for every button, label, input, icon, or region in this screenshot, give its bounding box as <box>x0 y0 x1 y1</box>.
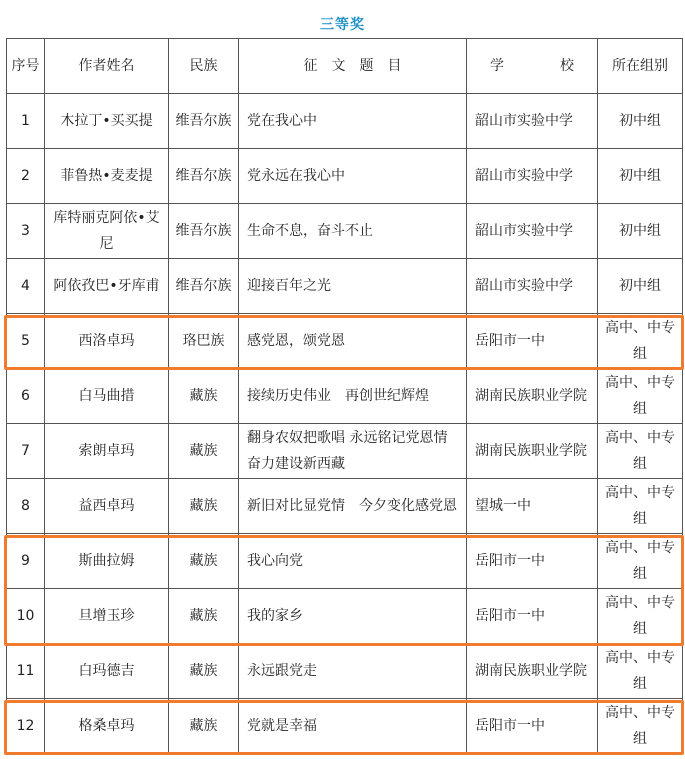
header-essay-title: 征 文 题 目 <box>239 39 467 94</box>
highlight-box-rows-9-10 <box>4 535 684 646</box>
table-row <box>7 149 683 204</box>
row-number: 1 <box>7 94 45 149</box>
table-row <box>7 369 683 424</box>
essay-title: 生命不息，奋斗不止 <box>239 204 467 259</box>
group-name: 初中组 <box>598 259 683 314</box>
group-name: 初中组 <box>598 94 683 149</box>
author-name: 木拉丁•买买提 <box>45 94 169 149</box>
school-name: 岳阳市一中 <box>467 534 598 589</box>
essay-title: 我心向党 <box>239 534 467 589</box>
ethnicity: 藏族 <box>169 479 239 534</box>
group-name: 高中、中专组 <box>598 369 683 424</box>
ethnicity: 维吾尔族 <box>169 149 239 204</box>
school-name: 湖南民族职业学院 <box>467 369 598 424</box>
author-name: 格桑卓玛 <box>45 699 169 754</box>
header-ethnicity: 民族 <box>169 39 239 94</box>
group-name: 初中组 <box>598 149 683 204</box>
table-row <box>7 94 683 149</box>
row-number: 10 <box>7 589 45 644</box>
group-name: 高中、中专组 <box>598 534 683 589</box>
author-name: 白玛德吉 <box>45 644 169 699</box>
row-number: 11 <box>7 644 45 699</box>
author-name: 索朗卓玛 <box>45 424 169 479</box>
row-number: 7 <box>7 424 45 479</box>
author-name: 旦增玉珍 <box>45 589 169 644</box>
school-name: 湖南民族职业学院 <box>467 644 598 699</box>
award-title: 三等奖 <box>320 17 365 33</box>
essay-title: 我的家乡 <box>239 589 467 644</box>
essay-title: 永远跟党走 <box>239 644 467 699</box>
table-row <box>7 479 683 534</box>
author-name: 阿依孜巴•牙库甫 <box>45 259 169 314</box>
header-row <box>7 39 683 94</box>
ethnicity: 藏族 <box>169 424 239 479</box>
ethnicity: 藏族 <box>169 589 239 644</box>
header-seq: 序号 <box>7 39 45 94</box>
ethnicity: 藏族 <box>169 699 239 754</box>
school-name: 韶山市实验中学 <box>467 94 598 149</box>
ethnicity: 维吾尔族 <box>169 204 239 259</box>
school-name: 岳阳市一中 <box>467 699 598 754</box>
row-number: 8 <box>7 479 45 534</box>
header-school: 学 校 <box>467 39 598 94</box>
essay-title: 党在我心中 <box>239 94 467 149</box>
essay-title: 党永远在我心中 <box>239 149 467 204</box>
author-name: 白马曲措 <box>45 369 169 424</box>
essay-title: 新旧对比显党情 今夕变化感党恩 <box>239 479 467 534</box>
ethnicity: 维吾尔族 <box>169 94 239 149</box>
ethnicity: 藏族 <box>169 534 239 589</box>
ethnicity: 维吾尔族 <box>169 259 239 314</box>
group-name: 高中、中专组 <box>598 479 683 534</box>
group-name: 高中、中专组 <box>598 589 683 644</box>
group-name: 高中、中专组 <box>598 424 683 479</box>
author-name: 西洛卓玛 <box>45 314 169 369</box>
essay-title: 接续历史伟业 再创世纪辉煌 <box>239 369 467 424</box>
award-table <box>6 38 683 754</box>
school-name: 湖南民族职业学院 <box>467 424 598 479</box>
row-number: 5 <box>7 314 45 369</box>
author-name: 斯曲拉姆 <box>45 534 169 589</box>
group-name: 高中、中专组 <box>598 699 683 754</box>
ethnicity: 珞巴族 <box>169 314 239 369</box>
group-name: 高中、中专组 <box>598 644 683 699</box>
essay-title: 感党恩，颂党恩 <box>239 314 467 369</box>
table-row <box>7 204 683 259</box>
essay-title: 迎接百年之光 <box>239 259 467 314</box>
highlight-box-row-12 <box>4 700 684 755</box>
table-row <box>7 259 683 314</box>
row-number: 6 <box>7 369 45 424</box>
ethnicity: 藏族 <box>169 369 239 424</box>
highlight-box-row-5 <box>4 315 684 370</box>
row-number: 3 <box>7 204 45 259</box>
school-name: 韶山市实验中学 <box>467 149 598 204</box>
school-name: 韶山市实验中学 <box>467 204 598 259</box>
header-author: 作者姓名 <box>45 39 169 94</box>
row-number: 4 <box>7 259 45 314</box>
author-name: 库特丽克阿依•艾尼 <box>45 204 169 259</box>
table-row <box>7 424 683 479</box>
school-name: 韶山市实验中学 <box>467 259 598 314</box>
row-number: 2 <box>7 149 45 204</box>
row-number: 12 <box>7 699 45 754</box>
group-name: 初中组 <box>598 204 683 259</box>
header-group: 所在组别 <box>598 39 683 94</box>
essay-title: 翻身农奴把歌唱 永远铭记党恩情 奋力建设新西藏 <box>239 424 467 479</box>
school-name: 岳阳市一中 <box>467 314 598 369</box>
row-number: 9 <box>7 534 45 589</box>
group-name: 高中、中专组 <box>598 314 683 369</box>
author-name: 菲鲁热•麦麦提 <box>45 149 169 204</box>
school-name: 望城一中 <box>467 479 598 534</box>
table-row <box>7 644 683 699</box>
author-name: 益西卓玛 <box>45 479 169 534</box>
school-name: 岳阳市一中 <box>467 589 598 644</box>
essay-title: 党就是幸福 <box>239 699 467 754</box>
ethnicity: 藏族 <box>169 644 239 699</box>
